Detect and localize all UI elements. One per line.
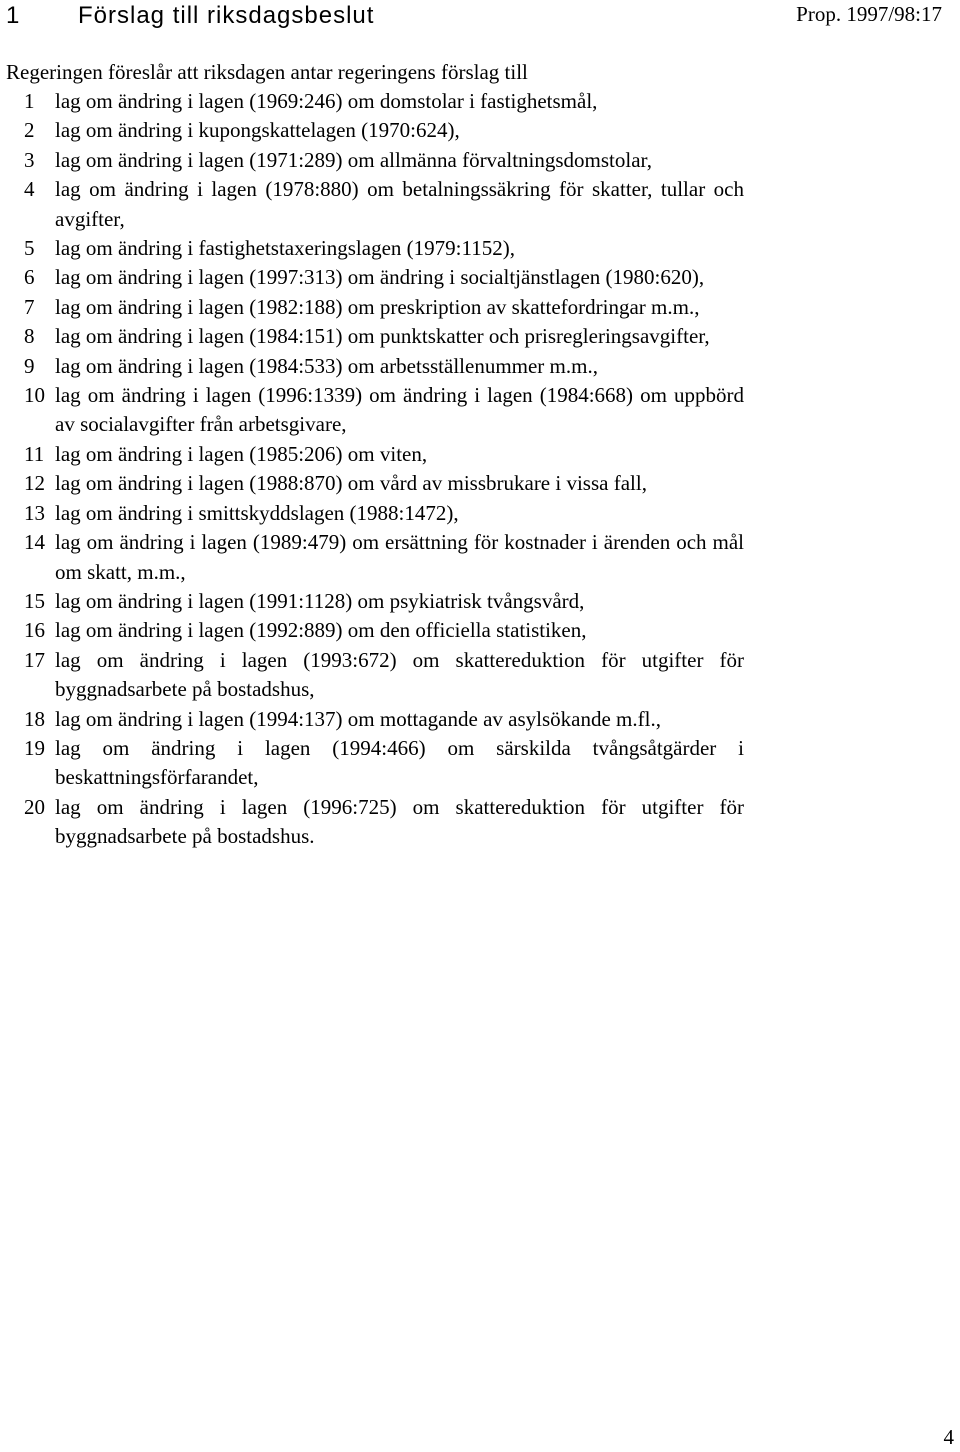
list-item-number: 14 — [24, 530, 45, 555]
list-item-number: 11 — [24, 441, 45, 466]
list-item — [24, 469, 744, 498]
list-item — [24, 705, 744, 734]
list-item — [24, 146, 744, 175]
list-item — [24, 616, 744, 645]
list-item-number: 19 — [24, 735, 45, 760]
list-item-text: lag om ändring i lagen (1984:151) om punktskatter och prisregleringsavgifter, — [55, 324, 710, 349]
list-item-number: 15 — [24, 588, 45, 613]
list-item-text: lag om ändring i lagen (1989:479) om ersättning för kostnader i ärenden och mål om skatt, m.m., — [55, 530, 744, 584]
list-item-number: 5 — [24, 236, 35, 261]
list-item — [24, 587, 744, 616]
list-item-number: 16 — [24, 618, 45, 643]
list-item-number: 8 — [24, 324, 35, 349]
list-item-text: lag om ändring i lagen (1985:206) om viten, — [55, 441, 428, 466]
list-item-text: lag om ändring i lagen (1996:1339) om ändring i lagen (1984:668) om uppbörd av socialavgifter från arbetsgivare, — [55, 383, 744, 437]
list-item-number: 13 — [24, 500, 45, 525]
list-item — [24, 528, 744, 587]
section-number: 1 — [6, 2, 21, 29]
list-item-number: 10 — [24, 383, 45, 408]
list-item-number: 2 — [24, 118, 35, 143]
list-item-number: 6 — [24, 265, 35, 290]
list-item — [24, 234, 744, 263]
list-item-text: lag om ändring i lagen (1982:188) om preskription av skattefordringar m.m., — [55, 294, 700, 319]
list-item-number: 9 — [24, 353, 35, 378]
list-item-text: lag om ändring i lagen (1994:466) om särskilda tvångsåtgärder i beskattningsförfarandet, — [55, 735, 744, 790]
list-item-number: 18 — [24, 706, 45, 731]
intro-paragraph: Regeringen föreslår att riksdagen antar regeringens förslag till — [6, 60, 528, 84]
list-item-text: lag om ändring i lagen (1971:289) om allmänna förvaltningsdomstolar, — [55, 147, 652, 172]
list-item-text: lag om ändring i fastighetstaxeringslagen (1979:1152), — [55, 236, 515, 261]
list-item-number: 1 — [24, 89, 35, 113]
list-item-text: lag om ändring i lagen (1997:313) om ändring i socialtjänstlagen (1980:620), — [55, 265, 705, 290]
list-item — [24, 646, 744, 705]
list-item — [24, 263, 744, 292]
list-item — [24, 734, 744, 793]
list-item-number: 4 — [24, 177, 35, 202]
list-item-text: lag om ändring i smittskyddslagen (1988:1472), — [55, 500, 459, 525]
list-item — [24, 293, 744, 322]
list-item — [24, 440, 744, 469]
list-item-text: lag om ändring i lagen (1993:672) om skattereduktion för utgifter för byggnadsarbete på bostadshus, — [55, 647, 744, 702]
list-item — [24, 87, 744, 116]
list-item — [24, 499, 744, 528]
list-item-number: 20 — [24, 794, 45, 819]
list-item-number: 3 — [24, 147, 35, 172]
list-item-text: lag om ändring i kupongskattelagen (1970:624), — [55, 118, 460, 143]
list-item-text: lag om ändring i lagen (1996:725) om skattereduktion för utgifter för byggnadsarbete på bostadshus. — [55, 794, 744, 849]
section-title: Förslag till riksdagsbeslut — [78, 2, 375, 29]
list-item — [24, 352, 744, 381]
list-item-text: lag om ändring i lagen (1969:246) om domstolar i fastighetsmål, — [55, 89, 598, 113]
document-reference: Prop. 1997/98:17 — [796, 2, 942, 26]
list-item-number: 17 — [24, 647, 45, 672]
list-item-number: 7 — [24, 294, 35, 319]
list-item-text: lag om ändring i lagen (1994:137) om mottagande av asylsökande m.fl., — [55, 706, 661, 731]
list-item-text: lag om ändring i lagen (1988:870) om vård av missbrukare i vissa fall, — [55, 471, 647, 496]
section-heading — [6, 0, 374, 32]
list-item-text: lag om ändring i lagen (1991:1128) om psykiatrisk tvångsvård, — [55, 588, 585, 613]
list-item — [24, 175, 744, 234]
list-item-text: lag om ändring i lagen (1984:533) om arbetsställenummer m.m., — [55, 353, 598, 378]
list-item — [24, 381, 744, 440]
list-item — [24, 116, 744, 145]
list-item — [24, 793, 744, 852]
page-number: 4 — [943, 1425, 954, 1449]
list-item-text: lag om ändring i lagen (1978:880) om betalningssäkring för skatter, tullar och avgifter, — [55, 177, 744, 231]
list-item-number: 12 — [24, 471, 45, 496]
law-proposal-list — [24, 87, 744, 852]
list-item-text: lag om ändring i lagen (1992:889) om den officiella statistiken, — [55, 618, 587, 643]
list-item — [24, 322, 744, 351]
